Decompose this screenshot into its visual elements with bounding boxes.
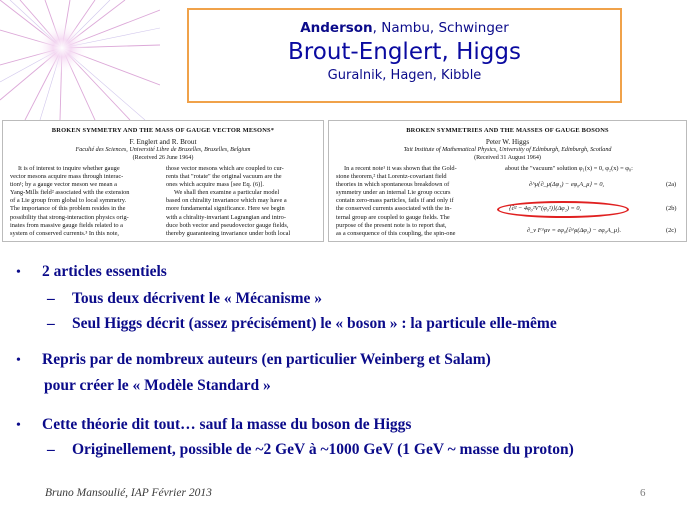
paper-text-line: possibility that strong-interaction physics orig- — [10, 213, 129, 221]
bullet-authors: Repris par de nombreux auteurs (en particulier Weinberg et Salam) — [42, 351, 491, 368]
paper-title: BROKEN SYMMETRY AND THE MASS OF GAUGE VECTOR MESONS* — [51, 127, 275, 134]
paper-text-line: rents that "rotate" the original vacuum are the — [166, 173, 282, 181]
paper-text-line: the conserved currents associated with the in- — [336, 205, 452, 213]
slide-page-number: 6 — [640, 487, 646, 499]
bullet-sub-boson: Seul Higgs décrit (assez précisément) le « boson » : la particule elle-même — [72, 315, 557, 332]
bullet-higgs-mass: Cette théorie dit tout… sauf la masse du boson de Higgs — [42, 416, 412, 433]
paper-affiliation: Tait Institute of Mathematical Physics, University of Edinburgh, Edinburgh, Scotland — [403, 147, 612, 153]
title-box — [187, 8, 622, 103]
paper-text-line: duce both vector and pseudovector gauge fields, — [166, 221, 289, 229]
equation-2c: ∂_ν F^μν = eφ₀{∂^μ(Δφ₁) − eφ₀A_μ}. — [527, 227, 622, 234]
title-name-anderson: Anderson — [300, 20, 373, 36]
bullet-marker: • — [16, 353, 21, 368]
paper-text-line: purpose of the present note is to report that, — [336, 221, 447, 229]
paper-text-line: tion¹; by a gauge vector meson we mean a — [10, 181, 117, 189]
paper-column-2 — [166, 165, 290, 238]
paper-text-line: ternal group are coupled to gauge fields. The — [336, 213, 450, 221]
dash-marker: – — [47, 315, 55, 332]
paper-text-line: We shall then examine a particular model — [174, 189, 280, 197]
equation-2a: ∂^μ{∂_μ(Δφ₁) − eφ₀A_μ} = 0, — [529, 181, 605, 188]
title-line-3: Guralnik, Hagen, Kibble — [327, 68, 482, 83]
paper-text-line: vector mesons acquire mass through interac- — [10, 173, 124, 181]
paper-text-line: In a recent note¹ it was shown that the Gold- — [344, 165, 457, 172]
paper-text-line: theories in which spontaneous breakdown of — [336, 181, 450, 189]
title-line-2: Brout-Englert, Higgs — [288, 39, 521, 65]
paper-englert-brout — [2, 120, 324, 242]
paper-text-line: system of conserved currents.³ In this note, — [10, 229, 120, 237]
equation-highlight-oval — [497, 201, 629, 218]
paper-text-line: more fundamental significance. Here we begin — [166, 205, 285, 213]
paper-text-line: stone theorem,² that Lorentz-covariant field — [336, 173, 447, 181]
equation-2c-number: (2c) — [666, 227, 677, 234]
paper-text-line: symmetry under an internal Lie group occurs — [336, 189, 451, 197]
paper-authors: Peter W. Higgs — [485, 138, 530, 146]
paper-text-line: It is of interest to inquire whether gauge — [18, 165, 120, 172]
paper-affiliation: Faculté des Sciences, Université Libre de Bruxelles, Bruxelles, Belgium — [75, 147, 251, 153]
bullet-marker: • — [16, 265, 21, 280]
paper-equation-intro: about the "vacuum" solution φ₁(x) = 0, φ₂(x) = φ₀: — [505, 165, 633, 172]
equation-2b-number: (2b) — [666, 205, 677, 212]
decorative-light-burst — [0, 0, 160, 120]
paper-text-line: those vector mesons which are coupled to cur- — [166, 165, 284, 172]
equation-2b: {∂² − 4φ₀²V″(φ₀²)}(Δφ₂) = 0, — [509, 205, 582, 212]
paper-column-1 — [10, 165, 129, 238]
paper-text-line: of a Lie group from global to local symmetry. — [10, 197, 127, 205]
paper-text-line: Yang-Mills field² associated with the extension — [10, 189, 130, 197]
bullet-sub-mass-range: Originellement, possible de ~2 GeV à ~1000 GeV (1 GeV ~ masse du proton) — [72, 441, 574, 458]
equation-2a-number: (2a) — [666, 181, 677, 188]
paper-text-line: with a chirality-invariant Lagrangian and intro- — [166, 213, 286, 221]
footer-author-date: Bruno Mansoulié, IAP Février 2013 — [45, 487, 212, 499]
paper-higgs — [328, 120, 687, 242]
paper-text-line: as a consequence of this coupling, the spin-one — [336, 229, 456, 237]
bullet-articles: 2 articles essentiels — [42, 263, 167, 280]
dash-marker: – — [47, 290, 55, 307]
paper-text-line: inates from massive gauge fields related to a — [10, 221, 123, 229]
paper-authors: F. Englert and R. Brout — [129, 138, 197, 146]
title-names-rest: , Nambu, Schwinger — [372, 20, 509, 36]
title-line-1 — [189, 19, 620, 37]
paper-column-1 — [336, 165, 457, 238]
dash-marker: – — [47, 441, 55, 458]
paper-title: BROKEN SYMMETRIES AND THE MASSES OF GAUGE BOSONS — [406, 127, 609, 134]
bullet-sub-mechanism: Tous deux décrivent le « Mécanisme » — [72, 290, 322, 307]
paper-received-date: (Received 31 August 1964) — [474, 155, 541, 161]
paper-received-date: (Received 26 June 1964) — [132, 155, 194, 161]
paper-text-line: contain zero-mass particles, fails if and only if — [336, 197, 454, 205]
paper-text-line: ones which acquire mass [see Eq. (6)]. — [166, 181, 264, 189]
paper-text-line: based on chirality invariance which may have a — [166, 197, 287, 205]
bullet-standard-model: pour créer le « Modèle Standard » — [44, 377, 271, 394]
paper-text-line: The importance of this problem resides in the — [10, 205, 126, 213]
bullet-marker: • — [16, 418, 21, 433]
paper-text-line: thereby guaranteeing invariance under both local — [166, 229, 291, 237]
